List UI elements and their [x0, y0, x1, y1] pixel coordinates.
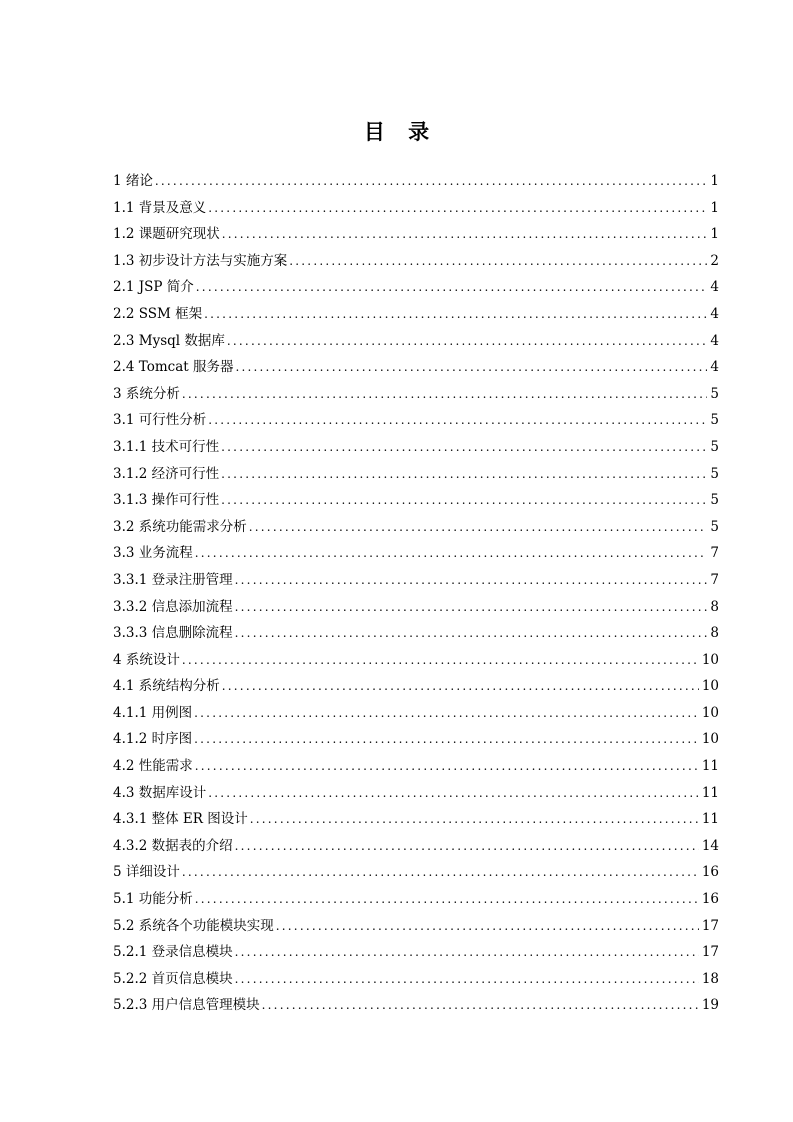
toc-entry-page-number: 4: [710, 359, 719, 376]
toc-entry[interactable]: [113, 248, 719, 275]
toc-dot-leader: [222, 673, 699, 700]
toc-entry-page-number: 16: [701, 864, 719, 881]
toc-entry[interactable]: [113, 461, 719, 488]
toc-dot-leader: [208, 407, 707, 434]
toc-entry-page-number: 1: [710, 199, 719, 216]
toc-dot-leader: [182, 859, 699, 886]
toc-entry-label: 3 系统分析: [113, 385, 180, 402]
toc-entry-page-number: 5: [710, 465, 719, 482]
toc-entry[interactable]: [113, 886, 719, 913]
toc-entry-label: 2.2 SSM 框架: [113, 305, 203, 322]
toc-entry-page-number: 8: [710, 625, 719, 642]
toc-entry[interactable]: [113, 567, 719, 594]
toc-entry-page-number: 17: [701, 917, 719, 934]
toc-dot-leader: [235, 594, 708, 621]
toc-entry-label: 4.1 系统结构分析: [113, 678, 220, 695]
toc-dot-leader: [235, 966, 699, 993]
toc-entry[interactable]: [113, 859, 719, 886]
table-of-contents: [113, 168, 719, 1019]
toc-entry[interactable]: [113, 594, 719, 621]
toc-entry-page-number: 4: [710, 332, 719, 349]
toc-entry-page-number: 1: [710, 226, 719, 243]
toc-entry-label: 1.2 课题研究现状: [113, 226, 220, 243]
toc-entry[interactable]: [113, 168, 719, 195]
toc-entry-label: 2.1 JSP 简介: [113, 279, 194, 296]
toc-entry-label: 5.2 系统各个功能模块实现: [113, 917, 274, 934]
toc-dot-leader: [262, 992, 699, 1019]
toc-dot-leader: [182, 647, 699, 674]
toc-dot-leader: [221, 461, 707, 488]
toc-dot-leader: [182, 381, 708, 408]
toc-entry-label: 4.3 数据库设计: [113, 784, 207, 801]
toc-dot-leader: [208, 195, 707, 222]
toc-entry-label: 4.3.1 整体 ER 图设计: [113, 811, 248, 828]
toc-entry-page-number: 5: [710, 385, 719, 402]
toc-entry-label: 3.1.3 操作可行性: [113, 492, 220, 509]
toc-dot-leader: [235, 620, 708, 647]
toc-entry[interactable]: [113, 833, 719, 860]
toc-entry-label: 5.1 功能分析: [113, 891, 193, 908]
toc-entry-label: 3.1 可行性分析: [113, 412, 207, 429]
toc-entry-label: 5.2.2 首页信息模块: [113, 970, 233, 987]
toc-entry[interactable]: [113, 407, 719, 434]
toc-dot-leader: [276, 913, 699, 940]
toc-entry[interactable]: [113, 487, 719, 514]
toc-entry-page-number: 5: [710, 412, 719, 429]
toc-entry[interactable]: [113, 806, 719, 833]
toc-dot-leader: [195, 753, 699, 780]
toc-entry-page-number: 16: [701, 891, 719, 908]
toc-entry-page-number: 19: [701, 997, 719, 1014]
toc-entry[interactable]: [113, 514, 719, 541]
toc-dot-leader: [235, 567, 708, 594]
toc-entry-label: 1 绪论: [113, 173, 153, 189]
toc-entry-label: 5.2.1 登录信息模块: [113, 944, 233, 961]
toc-entry-label: 3.2 系统功能需求分析: [113, 518, 247, 535]
toc-entry-label: 1.1 背景及意义: [113, 199, 207, 216]
toc-entry-label: 4.3.2 数据表的介绍: [113, 837, 233, 854]
toc-entry-page-number: 7: [710, 571, 719, 588]
toc-dot-leader: [235, 354, 707, 381]
toc-entry-label: 3.3 业务流程: [113, 545, 193, 562]
toc-entry-page-number: 10: [701, 704, 719, 721]
toc-entry-page-number: 17: [701, 944, 719, 961]
toc-dot-leader: [235, 833, 699, 860]
toc-entry-label: 4.1.2 时序图: [113, 731, 193, 748]
toc-dot-leader: [196, 274, 708, 301]
toc-entry-label: 1.3 初步设计方法与实施方案: [113, 252, 288, 269]
toc-dot-leader: [221, 487, 707, 514]
toc-entry-page-number: 1: [710, 173, 719, 189]
toc-entry[interactable]: [113, 434, 719, 461]
toc-dot-leader: [227, 328, 708, 355]
toc-entry-label: 4.1.1 用例图: [113, 704, 193, 721]
page-title: 目 录: [363, 120, 438, 144]
toc-dot-leader: [194, 726, 699, 753]
toc-entry[interactable]: [113, 301, 719, 328]
toc-entry-page-number: 5: [710, 492, 719, 509]
toc-entry-label: 2.4 Tomcat 服务器: [113, 359, 234, 376]
toc-entry[interactable]: [113, 673, 719, 700]
toc-dot-leader: [208, 780, 699, 807]
toc-entry-label: 3.1.2 经济可行性: [113, 465, 220, 482]
toc-entry-label: 3.3.3 信息删除流程: [113, 625, 233, 642]
toc-entry-label: 5.2.3 用户信息管理模块: [113, 997, 260, 1014]
toc-entry-page-number: 8: [710, 598, 719, 615]
toc-entry-page-number: 10: [701, 678, 719, 695]
toc-entry-page-number: 4: [710, 279, 719, 296]
toc-entry[interactable]: [113, 726, 719, 753]
toc-entry-page-number: 11: [701, 784, 719, 801]
toc-entry[interactable]: [113, 780, 719, 807]
toc-entry[interactable]: [113, 939, 719, 966]
toc-dot-leader: [195, 540, 708, 567]
toc-entry-label: 3.3.1 登录注册管理: [113, 571, 233, 588]
toc-entry[interactable]: [113, 381, 719, 408]
toc-entry[interactable]: [113, 647, 719, 674]
toc-entry-page-number: 10: [701, 731, 719, 748]
toc-entry-page-number: 11: [701, 811, 719, 828]
toc-entry-label: 2.3 Mysql 数据库: [113, 332, 225, 349]
toc-entry-page-number: 2: [710, 252, 719, 269]
toc-entry-page-number: 5: [710, 518, 719, 535]
toc-entry[interactable]: [113, 274, 719, 301]
toc-entry[interactable]: [113, 328, 719, 355]
toc-entry-page-number: 18: [701, 970, 719, 987]
toc-dot-leader: [221, 434, 707, 461]
toc-entry-label: 5 详细设计: [113, 864, 180, 881]
toc-entry-label: 3.3.2 信息添加流程: [113, 598, 233, 615]
toc-entry[interactable]: [113, 620, 719, 647]
toc-entry[interactable]: [113, 753, 719, 780]
toc-entry-page-number: 11: [701, 758, 719, 775]
toc-dot-leader: [222, 221, 708, 248]
toc-dot-leader: [155, 168, 708, 195]
toc-entry[interactable]: [113, 992, 719, 1019]
toc-dot-leader: [249, 514, 708, 541]
toc-entry[interactable]: [113, 354, 719, 381]
toc-entry[interactable]: [113, 966, 719, 993]
toc-entry-label: 3.1.1 技术可行性: [113, 438, 220, 455]
toc-entry[interactable]: [113, 195, 719, 222]
toc-entry-page-number: 7: [710, 545, 719, 562]
toc-dot-leader: [194, 700, 699, 727]
toc-entry-page-number: 5: [710, 438, 719, 455]
toc-entry-label: 4 系统设计: [113, 651, 180, 668]
toc-dot-leader: [195, 886, 699, 913]
toc-entry-page-number: 14: [701, 837, 719, 854]
toc-entry[interactable]: [113, 913, 719, 940]
toc-entry[interactable]: [113, 700, 719, 727]
toc-entry[interactable]: [113, 221, 719, 248]
toc-entry-page-number: 10: [701, 651, 719, 668]
toc-entry-page-number: 4: [710, 305, 719, 322]
toc-dot-leader: [204, 301, 707, 328]
toc-dot-leader: [235, 939, 699, 966]
toc-entry[interactable]: [113, 540, 719, 567]
toc-dot-leader: [289, 248, 707, 275]
toc-entry-label: 4.2 性能需求: [113, 758, 193, 775]
toc-dot-leader: [250, 806, 699, 833]
